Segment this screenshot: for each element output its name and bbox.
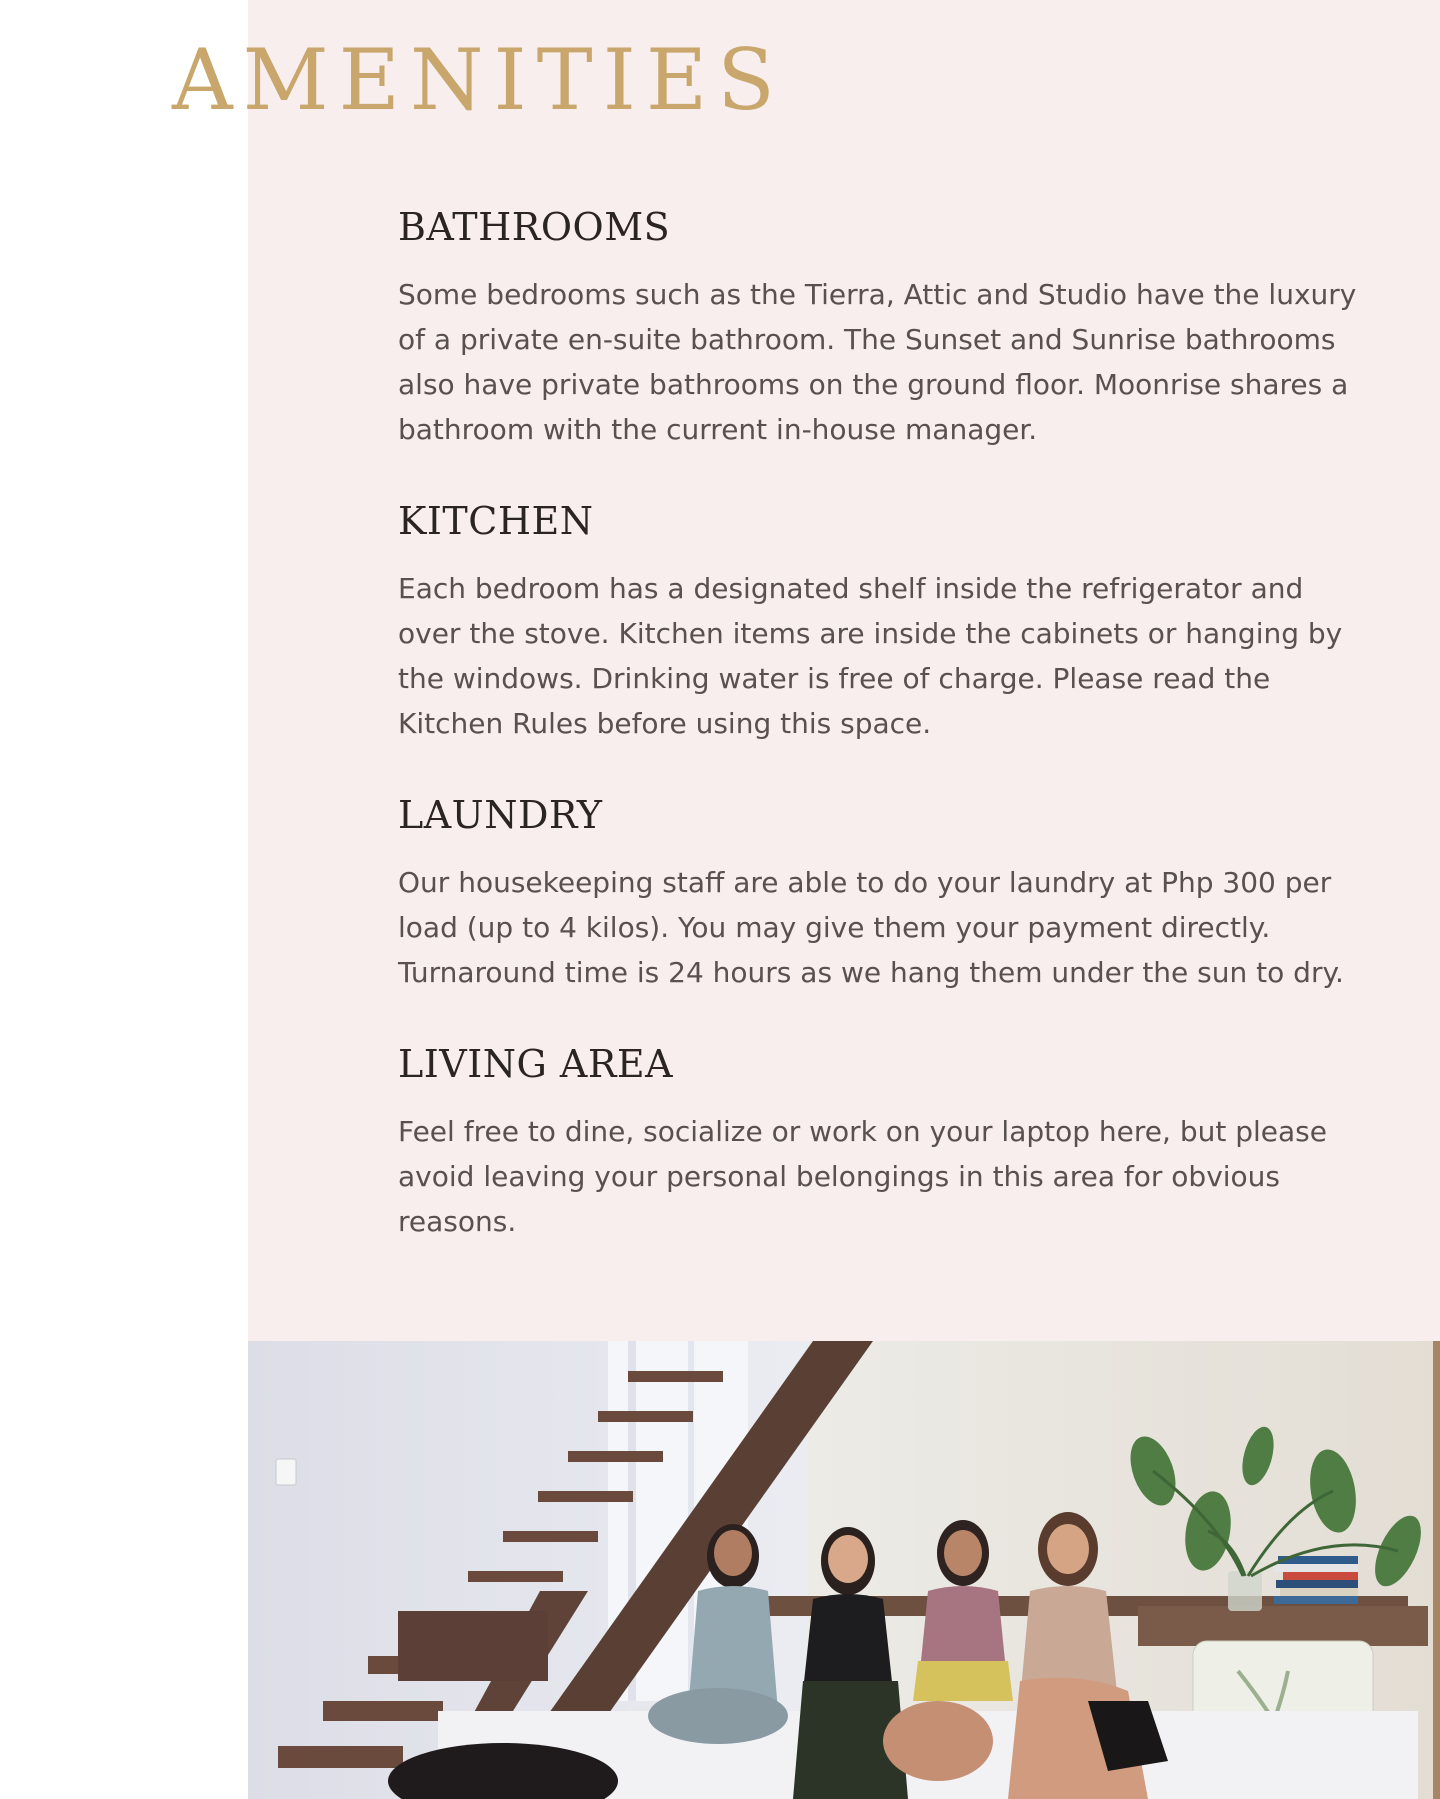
section-laundry	[398, 788, 1358, 995]
page-title: AMENITIES	[172, 31, 785, 129]
section-body: Feel free to dine, socialize or work on your laptop here, but please avoid leaving your personal belongings in this area for obvious reasons.	[398, 1115, 1327, 1238]
section-heading: BATHROOMS	[398, 205, 671, 249]
section-body: Our housekeeping staff are able to do your laundry at Php 300 per load (up to 4 kilos). You may give them your payment directly. Turnaround time is 24 hours as we hang them under the sun to dry.	[398, 866, 1344, 989]
section-body: Each bedroom has a designated shelf inside the refrigerator and over the stove. Kitchen items are inside the cabinets or hanging by the windows. Drinking water is free of charge. Please read the Kitchen Rules before using this space.	[398, 572, 1343, 740]
section-bathrooms	[398, 200, 1358, 452]
section-heading: KITCHEN	[398, 499, 594, 543]
living-area-photo	[248, 1341, 1440, 1799]
section-heading: LAUNDRY	[398, 793, 603, 837]
section-kitchen	[398, 494, 1358, 746]
section-living-area	[398, 1037, 1358, 1244]
section-heading: LIVING AREA	[398, 1042, 674, 1086]
section-body: Some bedrooms such as the Tierra, Attic and Studio have the luxury of a private en-suite bathroom. The Sunset and Sunrise bathrooms also have private bathrooms on the ground floor. Moonrise shares a bathroom with the current in-house manager.	[398, 278, 1357, 446]
amenities-content	[398, 200, 1358, 1244]
